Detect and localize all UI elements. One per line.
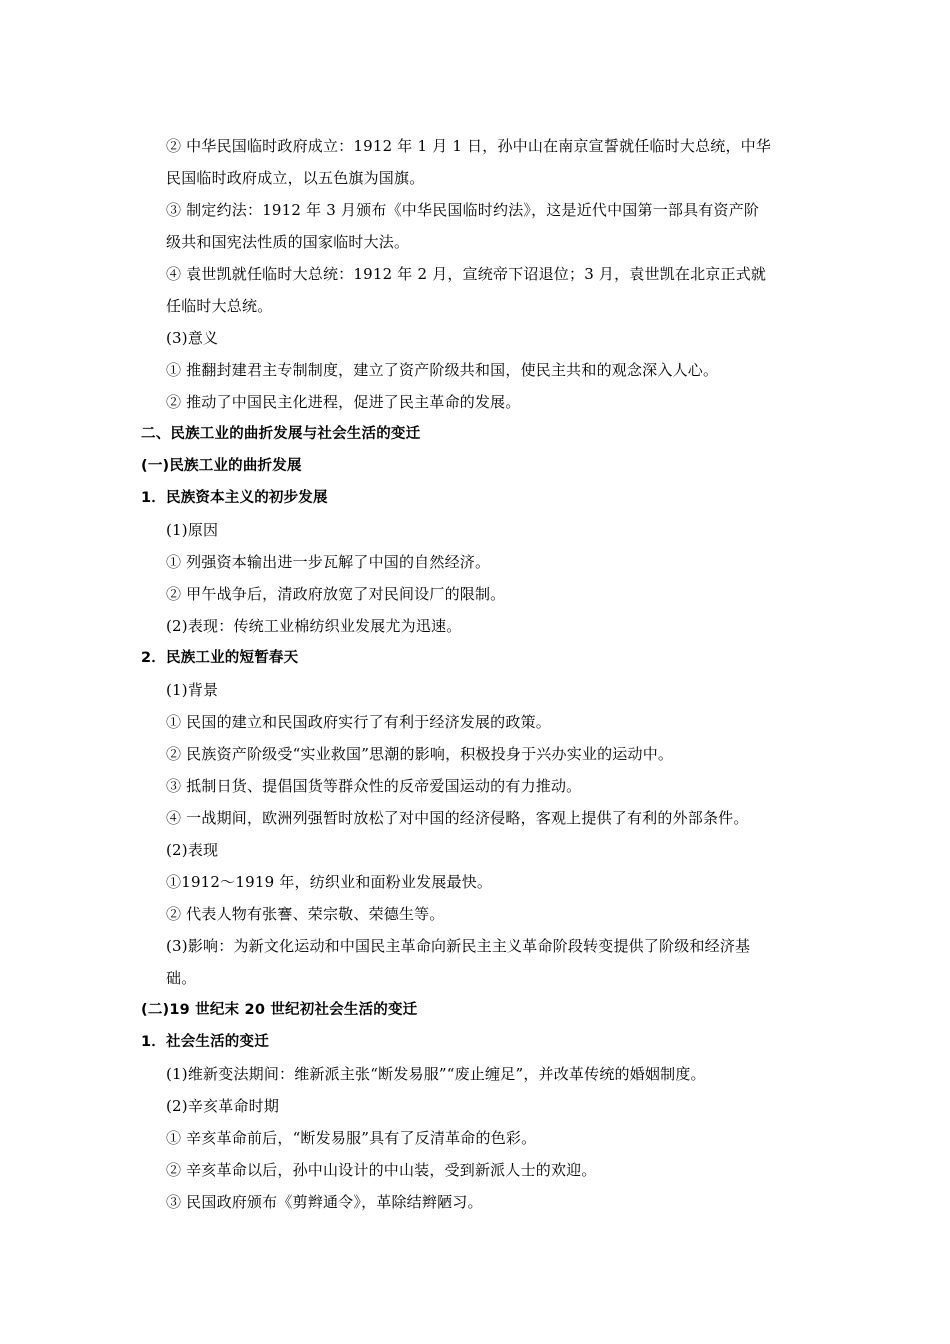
- text-line: ② 甲午战争后，清政府放宽了对民间设厂的限制。: [166, 585, 506, 603]
- text-line: (2)表现：传统工业棉纺织业发展尤为迅速。: [166, 617, 462, 635]
- section-heading: (一)民族工业的曲折发展: [141, 458, 302, 474]
- section-heading: 2．民族工业的短暂春天: [141, 650, 299, 666]
- section-heading: (二)19 世纪末 20 世纪初社会生活的变迁: [141, 1002, 418, 1018]
- text-line: ② 中华民国临时政府成立：1912 年 1 月 1 日，孙中山在南京宣誓就任临时大总统，中华: [166, 137, 772, 155]
- text-line: ② 辛亥革命以后，孙中山设计的中山装，受到新派人士的欢迎。: [166, 1161, 597, 1179]
- text-line: ④ 袁世凯就任临时大总统：1912 年 2 月，宣统帝下诏退位；3 月，袁世凯在北京正式就: [166, 265, 767, 283]
- text-line: ② 代表人物有张謇、荣宗敬、荣德生等。: [166, 905, 445, 923]
- text-line: (1)维新变法期间：维新派主张“断发易服”“废止缠足”，并改革传统的婚姻制度。: [166, 1065, 706, 1083]
- text-line: ① 辛亥革命前后，“断发易服”具有了反清革命的色彩。: [166, 1129, 537, 1147]
- section-subheading: (2)表现: [166, 841, 219, 859]
- text-line: ③ 制定约法：1912 年 3 月颁布《中华民国临时约法》，这是近代中国第一部具有资产阶: [166, 201, 760, 219]
- text-line: ② 推动了中国民主化进程，促进了民主革命的发展。: [166, 393, 521, 411]
- section-heading: 二、民族工业的曲折发展与社会生活的变迁: [141, 426, 421, 442]
- text-line: ③ 民国政府颁布《剪辫通令》，革除结辫陋习。: [166, 1193, 483, 1211]
- text-line: ①1912～1919 年，纺织业和面粉业发展最快。: [166, 873, 493, 891]
- text-line: ② 民族资产阶级受“实业救国”思潮的影响，积极投身于兴办实业的运动中。: [166, 745, 674, 763]
- section-heading: 1．社会生活的变迁: [141, 1034, 269, 1050]
- text-line: ① 列强资本输出进一步瓦解了中国的自然经济。: [166, 553, 491, 571]
- text-line: 任临时大总统。: [166, 297, 273, 315]
- section-subheading: (2)辛亥革命时期: [166, 1097, 280, 1115]
- text-line: 民国临时政府成立，以五色旗为国旗。: [166, 169, 425, 187]
- section-heading: 1．民族资本主义的初步发展: [141, 490, 328, 506]
- text-line: ① 民国的建立和民国政府实行了有利于经济发展的政策。: [166, 713, 551, 731]
- text-line: ③ 抵制日货、提倡国货等群众性的反帝爱国运动的有力推动。: [166, 777, 582, 795]
- section-subheading: (1)原因: [166, 521, 219, 539]
- section-subheading: (1)背景: [166, 681, 219, 699]
- text-line: (3)影响：为新文化运动和中国民主革命向新民主主义革命阶段转变提供了阶级和经济基: [166, 937, 751, 955]
- text-line: ① 推翻封建君主专制制度，建立了资产阶级共和国，使民主共和的观念深入人心。: [166, 361, 719, 379]
- text-line: 级共和国宪法性质的国家临时大法。: [166, 233, 410, 251]
- text-line: 础。: [166, 969, 197, 987]
- section-subheading: (3)意义: [166, 329, 219, 347]
- text-line: ④ 一战期间，欧洲列强暂时放松了对中国的经济侵略，客观上提供了有利的外部条件。: [166, 809, 749, 827]
